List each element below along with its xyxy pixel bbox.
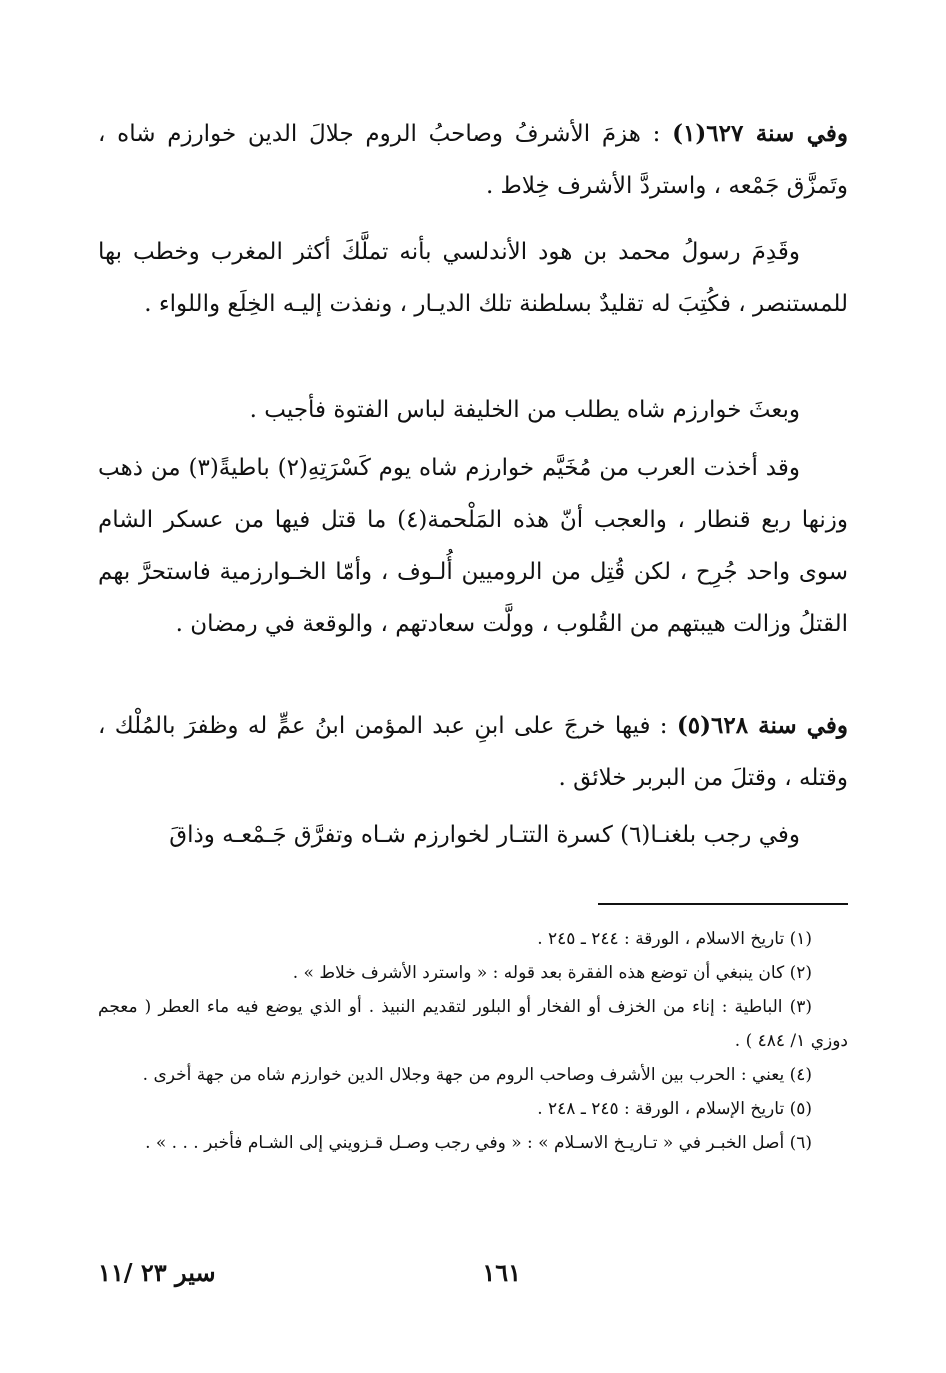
- paragraph-rajab-news: [98, 809, 848, 861]
- paragraph-year-627-text: : هزمَ الأشرفُ وصاحبُ الروم جلالَ الدين خوارزم شاه ، وتَمزَّق جَمْعه ، واستردَّ الأشرف خِلاط .: [98, 121, 848, 199]
- footnote-6: (٦) أصل الخبـر في « تـاريـخ الاسـلام » : « وفي رجب وصـل قـزويني إلى الشـام فأخبر . . . » .: [145, 1133, 812, 1153]
- footnote-3: (٣) الباطية : إناء من الخزف أو الفخار أو البلور لتقديم النبيذ . أو الذي يوضع فيه ماء العطر ( معجم دوزي ١/ ٤٨٤ ) .: [98, 997, 848, 1051]
- paragraph-futuwwa-request-text: وبعثَ خوارزم شاه يطلب من الخليفة لباس الفتوة فأجيب .: [249, 397, 800, 423]
- paragraph-year-627: [98, 108, 848, 212]
- paragraph-ibn-hud-envoy-text: وقَدِمَ رسولُ محمد بن هود الأندلسي بأنه تملَّكَ أكثر المغرب وخطب بها للمستنصر ، فكُتِبَ له تقليدٌ بسلطنة تلك الديـار ، ونفذت إليـه الخِلَع واللواء .: [98, 239, 848, 317]
- paragraph-year-628-text: : فيها خرجَ على ابنِ عبد المؤمن ابنُ عمٍّ له وظفرَ بالمُلْك ، وقتله ، وقتلَ من البربر خلائق .: [98, 713, 848, 791]
- paragraph-rajab-news-text: وفي رجب بلغنـا(٦) كسرة التتـار لخوارزم شـاه وتفرَّق جَـمْعـه وذاقَ: [169, 822, 800, 848]
- year-628-heading: وفي سنة ٦٢٨(٥): [676, 712, 848, 739]
- printer-signature: سير ٢٣ /١١: [98, 1258, 216, 1287]
- year-627-heading: وفي سنة ٦٢٧(١): [672, 120, 848, 147]
- footnotes: [98, 922, 848, 1160]
- paragraph-year-628: [98, 700, 848, 804]
- paragraph-battle-spoils-text: وقد أخذت العرب من مُخَيَّم خوارزم شاه يوم كَسْرَتِهِ(٢) باطيةً(٣) من ذهب وزنها ربع قنطار ، والعجب أنّ هذه المَلْحمة(٤) ما قتل فيها من عسكر الشام سوى واحد جُرِح ، لكن قُتِل من الروميين أُلـوف ، وأمّا الخـوارزمية فاستحرَّ بهم القتلُ وزالت هيبتهم من القُلوب ، وولَّت سعادتهم ، والوقعة في رمضان .: [98, 455, 848, 637]
- paragraph-battle-spoils: [98, 442, 848, 650]
- paragraph-futuwwa-request: [98, 384, 848, 436]
- page-footer: [98, 1258, 848, 1298]
- footnote-4: (٤) يعني : الحرب بين الأشرف وصاحب الروم من جهة وجلال الدين خوارزم شاه من جهة أخرى .: [142, 1065, 812, 1085]
- footnote-divider: [598, 903, 848, 905]
- footnote-5: (٥) تاريخ الإسلام ، الورقة : ٢٤٥ ـ ٢٤٨ .: [537, 1099, 812, 1119]
- paragraph-ibn-hud-envoy: [98, 226, 848, 330]
- page-number: ١٦١: [482, 1258, 521, 1287]
- footnote-2: (٢) كان ينبغي أن توضع هذه الفقرة بعد قوله : « واسترد الأشرف خلاط » .: [292, 963, 812, 983]
- footnote-1: (١) تاريخ الاسلام ، الورقة : ٢٤٤ ـ ٢٤٥ .: [537, 929, 812, 949]
